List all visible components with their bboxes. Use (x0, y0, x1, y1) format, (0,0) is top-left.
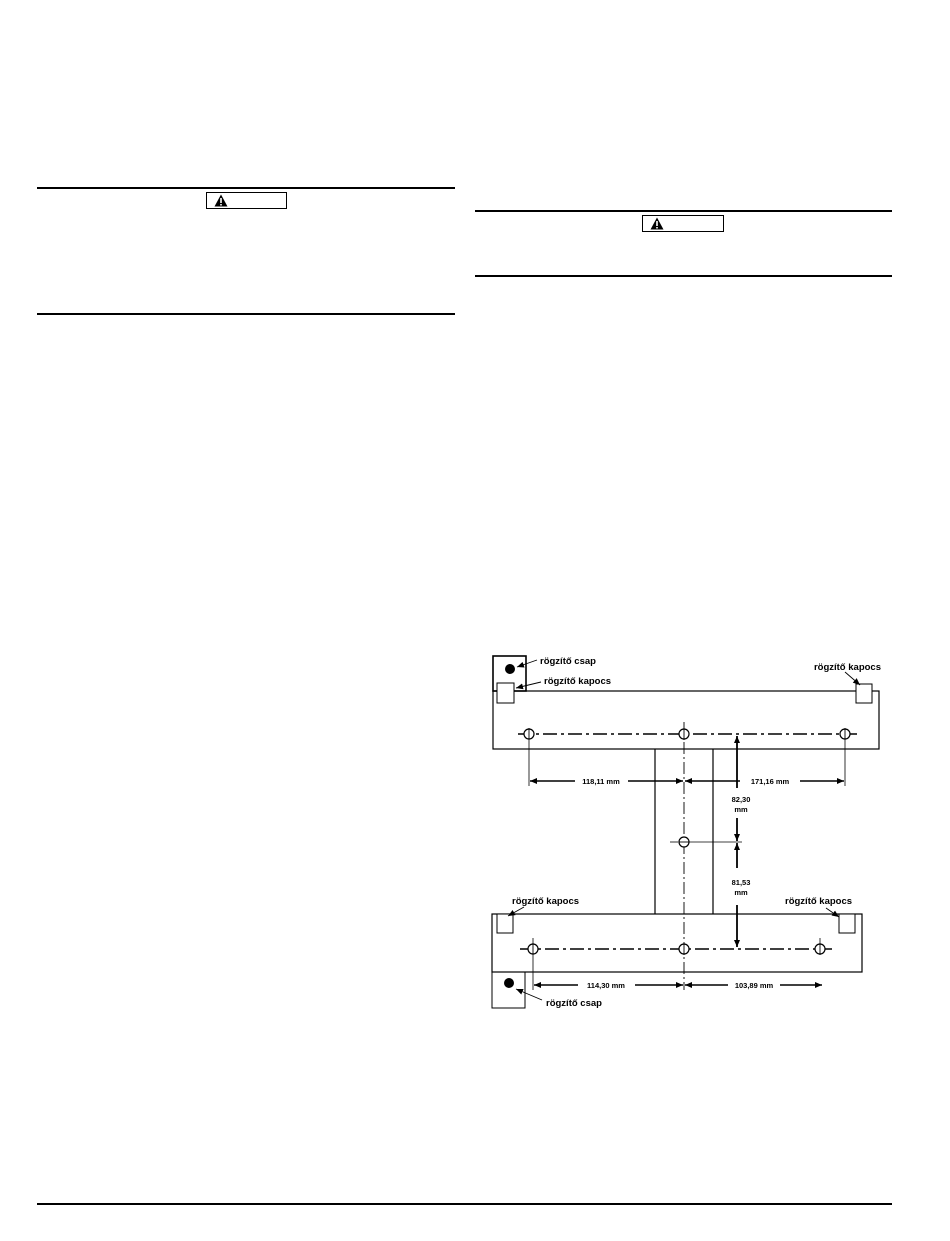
top-left-clip (497, 683, 514, 703)
dimension-vertical-lower-value: 81,53 (731, 878, 751, 887)
top-pin-dot (505, 664, 515, 674)
top-right-clip (856, 684, 872, 703)
dimension-vertical-upper-unit: mm (734, 805, 748, 814)
bottom-right-clip (839, 914, 855, 933)
label-clip-bottom-left: rögzítő kapocs (512, 896, 580, 907)
dimension-bottom-left: 114,30 mm (587, 981, 625, 990)
bottom-left-clip (497, 914, 513, 933)
dimension-top-right: 171,16 mm (750, 777, 790, 786)
label-clip-top-right: rögzítő kapocs (813, 662, 881, 673)
label-clip-top-left: rögzítő kapocs (544, 676, 612, 687)
bottom-pin-block (492, 972, 525, 1008)
bottom-pin-dot (504, 978, 514, 988)
dimension-vertical-upper-value: 82,30 (731, 795, 751, 804)
dimension-top-left: 118,11 mm (582, 777, 620, 786)
label-clip-bottom-right: rögzítő kapocs (785, 896, 853, 907)
label-pin-top: rögzítő csap (540, 656, 596, 667)
mounting-holes (524, 729, 853, 954)
label-pin-bottom: rögzítő csap (546, 998, 602, 1009)
dimension-bottom-right: 103,89 mm (734, 981, 774, 990)
bottom-bracket (492, 914, 862, 1008)
dimension-vertical-lower-unit: mm (734, 888, 748, 897)
